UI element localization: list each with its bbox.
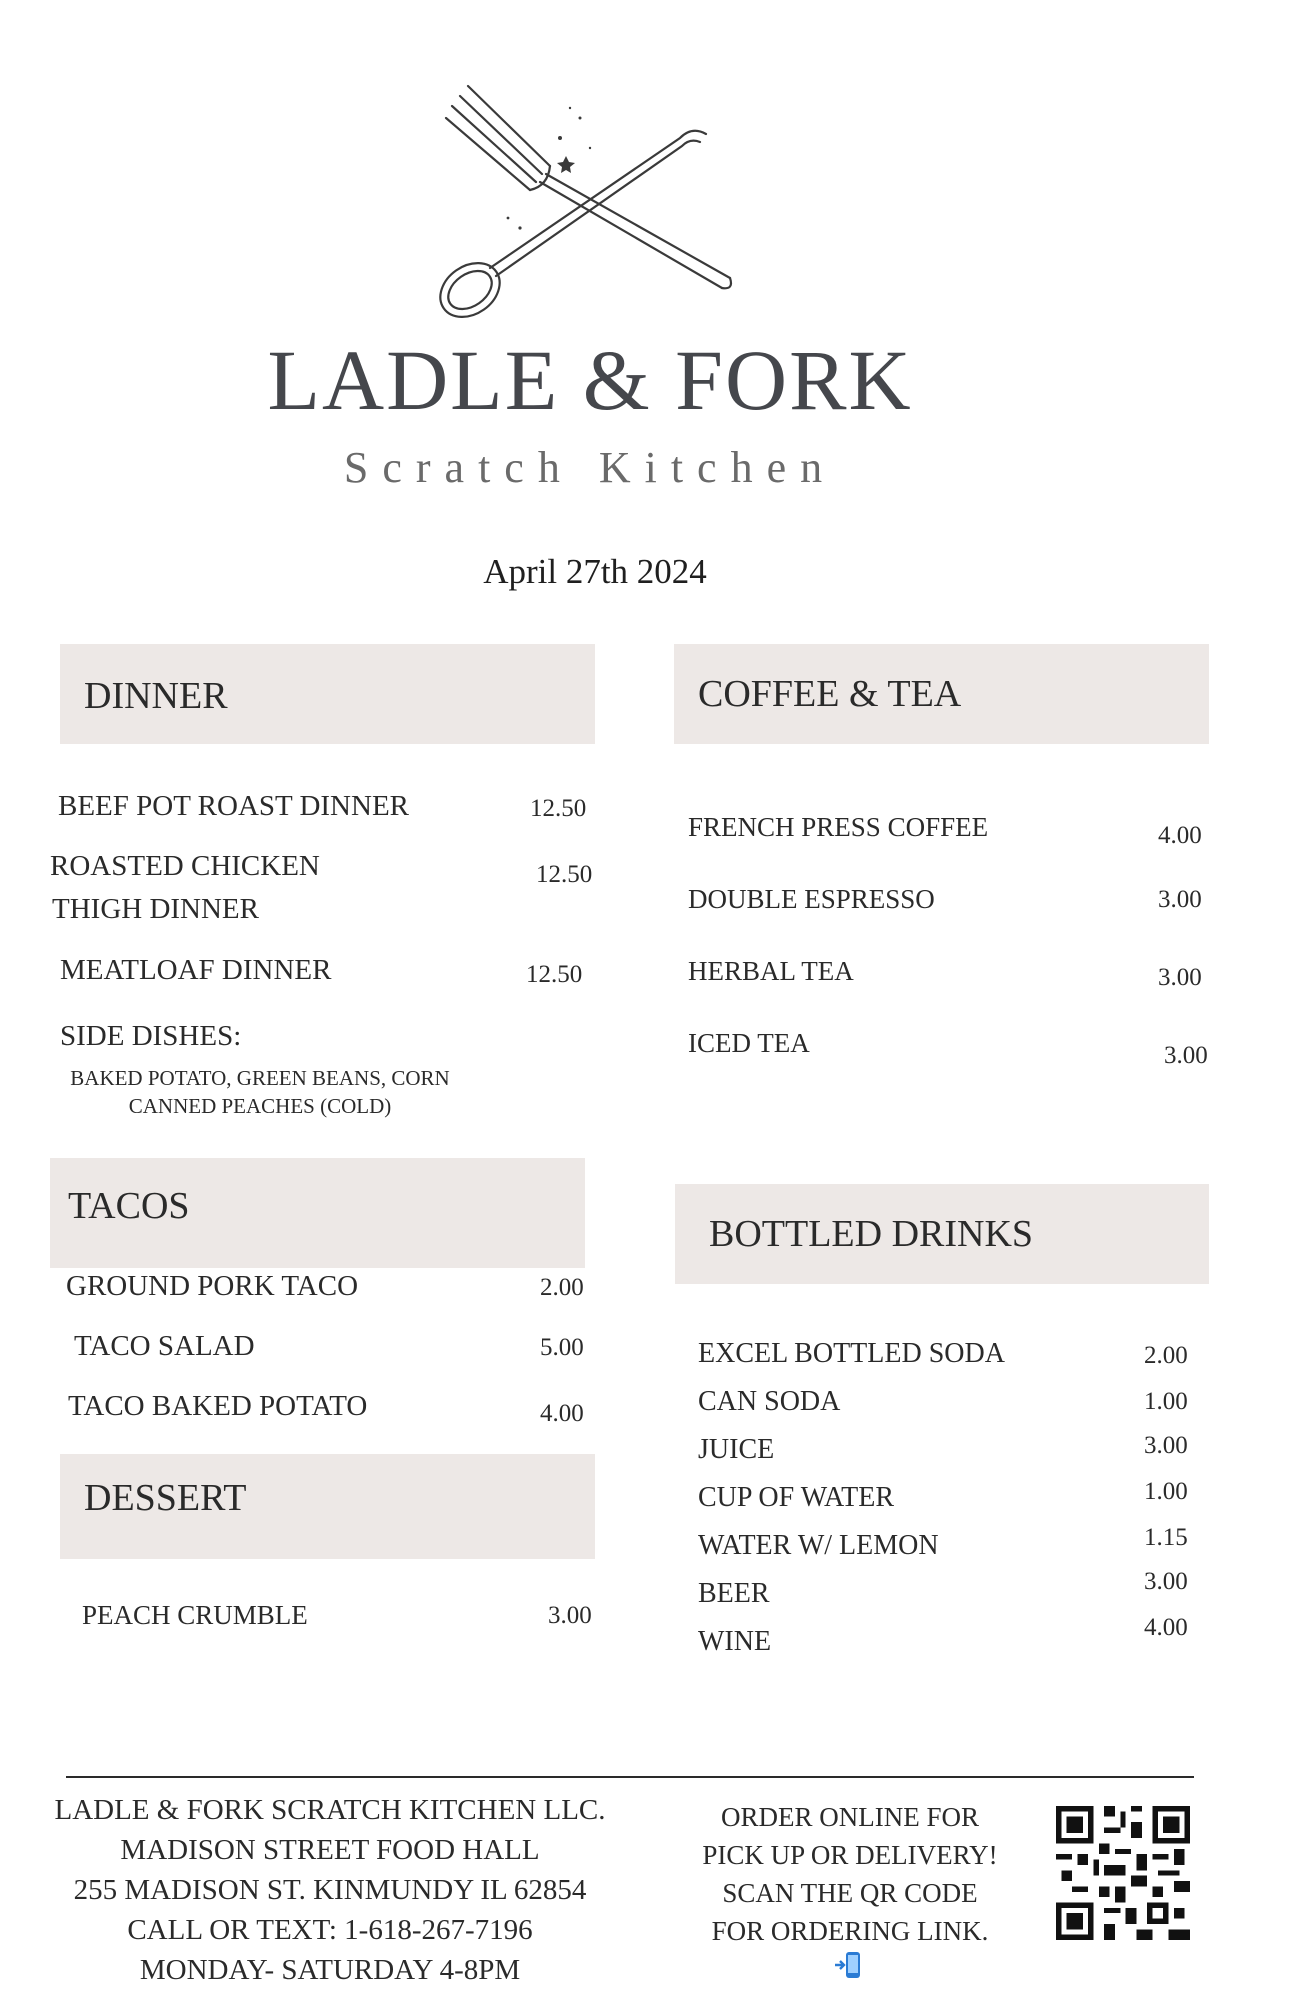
mobile-phone-arrow-icon xyxy=(834,1950,864,1980)
address-line: LADLE & FORK SCRATCH KITCHEN LLC. xyxy=(54,1794,606,1826)
crossed-ladle-fork-icon xyxy=(430,78,770,328)
coffee-tea-section-header xyxy=(674,644,1209,744)
menu-item: WATER W/ LEMON xyxy=(698,1530,939,1561)
bottled-drinks-section-header xyxy=(675,1184,1209,1284)
brand-name: LADLE & FORK xyxy=(267,332,913,428)
section-title: BOTTLED DRINKS xyxy=(709,1213,1034,1255)
menu-price: 4.00 xyxy=(1144,1614,1188,1641)
menu-item: MEATLOAF DINNER xyxy=(60,954,332,986)
menu-item: ICED TEA xyxy=(688,1028,810,1058)
menu-item: EXCEL BOTTLED SODA xyxy=(698,1338,1005,1369)
menu-price: 5.00 xyxy=(540,1334,584,1361)
menu-item: DOUBLE ESPRESSO xyxy=(688,884,935,914)
order-line: PICK UP OR DELIVERY! xyxy=(702,1840,998,1870)
menu-price: 4.00 xyxy=(540,1400,584,1427)
menu-price: 3.00 xyxy=(1164,1042,1208,1069)
footer-address xyxy=(10,1790,650,1990)
menu-item: TACO SALAD xyxy=(74,1330,255,1362)
tacos-section-header xyxy=(50,1158,585,1268)
address-line: MADISON STREET FOOD HALL xyxy=(120,1834,540,1866)
side-dishes-line: CANNED PEACHES (COLD) xyxy=(128,1094,392,1118)
menu-item: JUICE xyxy=(698,1434,775,1465)
menu-price: 4.00 xyxy=(1158,822,1202,849)
order-online-note xyxy=(680,1798,1020,1950)
menu-item: BEEF POT ROAST DINNER xyxy=(58,790,410,822)
menu-item: CAN SODA xyxy=(698,1386,841,1417)
menu-price: 12.50 xyxy=(530,795,587,822)
section-title: COFFEE & TEA xyxy=(698,673,962,715)
menu-item: THIGH DINNER xyxy=(52,893,259,925)
menu-price: 3.00 xyxy=(1144,1432,1188,1459)
menu-price: 12.50 xyxy=(536,861,593,888)
side-dishes-line: BAKED POTATO, GREEN BEANS, CORN xyxy=(70,1066,450,1090)
menu-price: 3.00 xyxy=(1144,1568,1188,1595)
menu-price: 2.00 xyxy=(540,1274,584,1301)
menu-item: GROUND PORK TACO xyxy=(66,1270,359,1302)
menu-item: ROASTED CHICKEN xyxy=(50,850,320,882)
menu-price: 3.00 xyxy=(1158,964,1202,991)
section-title: DESSERT xyxy=(84,1477,247,1519)
dessert-section-header xyxy=(60,1454,595,1559)
menu-price: 2.00 xyxy=(1144,1342,1188,1369)
menu-price: 1.00 xyxy=(1144,1478,1188,1505)
menu-price: 1.00 xyxy=(1144,1388,1188,1415)
brand-subtitle: Scratch Kitchen xyxy=(343,443,837,492)
menu-item: FRENCH PRESS COFFEE xyxy=(688,812,989,842)
section-title: DINNER xyxy=(84,675,228,717)
menu-item: BEER xyxy=(698,1578,770,1609)
phone-number: CALL OR TEXT: 1-618-267-7196 xyxy=(127,1914,533,1946)
menu-item: PEACH CRUMBLE xyxy=(82,1600,308,1630)
menu-price: 3.00 xyxy=(548,1602,592,1629)
menu-item: CUP OF WATER xyxy=(698,1482,895,1513)
menu-price: 3.00 xyxy=(1158,886,1202,913)
dinner-section-header xyxy=(60,644,595,744)
address-line: 255 MADISON ST. KINMUNDY IL 62854 xyxy=(73,1874,587,1906)
menu-item: TACO BAKED POTATO xyxy=(68,1390,368,1422)
order-line: FOR ORDERING LINK. xyxy=(711,1916,989,1946)
menu-item: WINE xyxy=(698,1626,772,1657)
order-line: ORDER ONLINE FOR xyxy=(720,1802,979,1832)
menu-price: 1.15 xyxy=(1144,1524,1188,1551)
order-line: SCAN THE QR CODE xyxy=(722,1878,978,1908)
qr-code-icon[interactable] xyxy=(1056,1806,1190,1940)
menu-date: April 27th 2024 xyxy=(483,552,707,591)
side-dishes-list xyxy=(40,1064,480,1120)
menu-price: 12.50 xyxy=(526,961,583,988)
menu-item: HERBAL TEA xyxy=(688,956,854,986)
section-title: TACOS xyxy=(68,1185,190,1227)
side-dishes-heading: SIDE DISHES: xyxy=(60,1020,242,1052)
footer-divider xyxy=(66,1776,1194,1778)
hours: MONDAY- SATURDAY 4-8PM xyxy=(139,1954,521,1986)
